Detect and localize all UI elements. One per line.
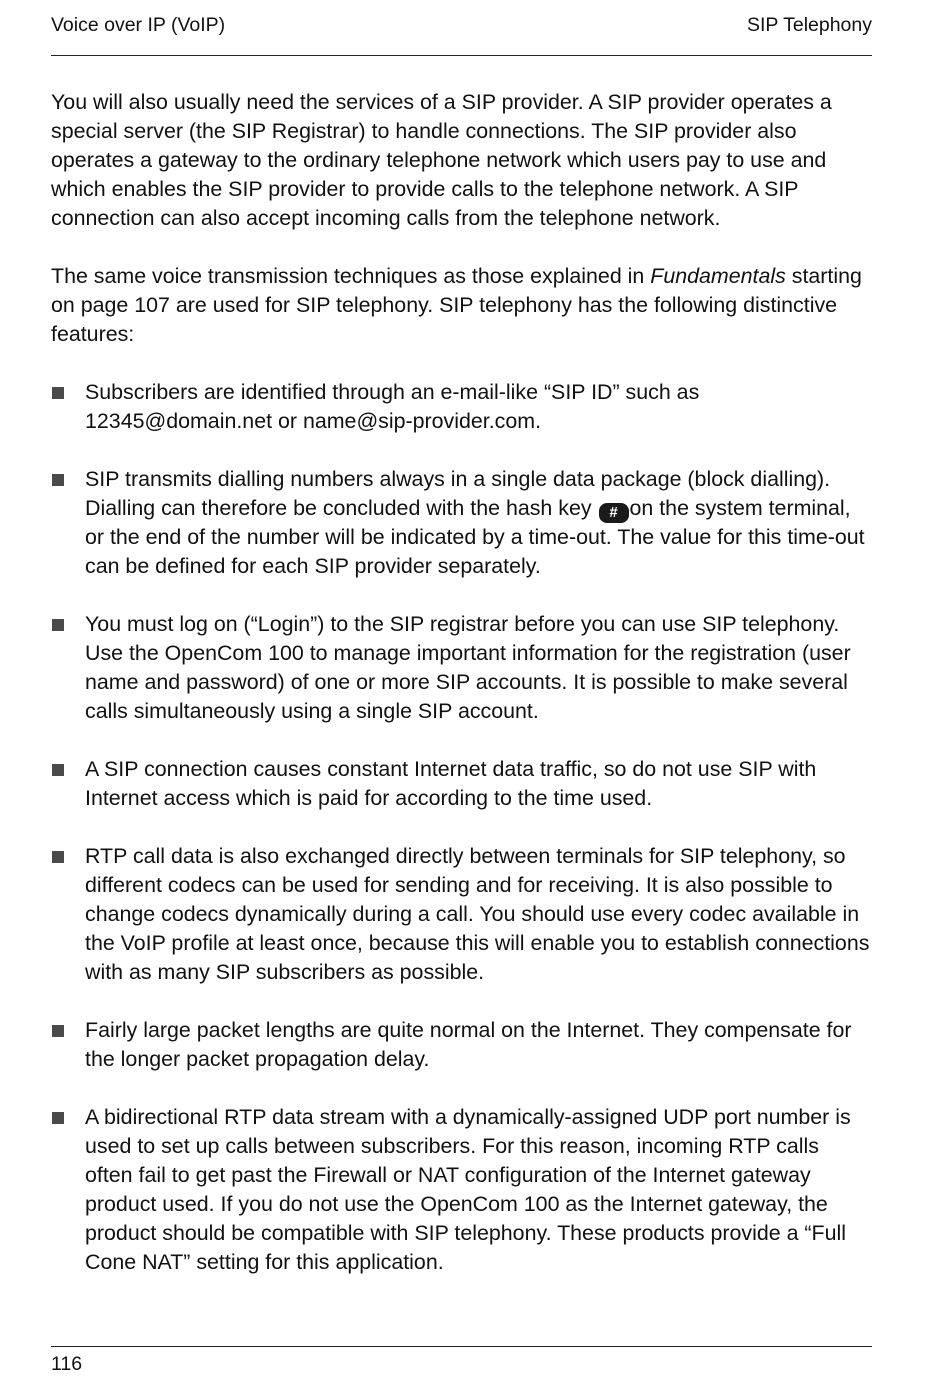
list-item-text: Subscribers are identified through an e-mail-like “SIP ID” such as 12345@domain.net or name@sip-provider.com.	[85, 380, 700, 433]
hash-key-icon: #	[599, 503, 629, 523]
page-header	[51, 14, 872, 56]
list-item	[51, 755, 872, 813]
page-footer	[51, 1346, 872, 1376]
list-item	[51, 610, 872, 726]
square-bullet-icon	[52, 387, 64, 399]
page-number: 116	[51, 1353, 83, 1375]
list-item-text: A bidirectional RTP data stream with a dynamically-assigned UDP port number is used to set up calls between subscribers. For this reason, incoming RTP calls often fail to get past the Firewall or NAT configuration of the Internet gateway product used. If you do not use the OpenCom 100 as the Internet gateway, the product should be compatible with SIP telephony. These products provide a “Full Cone NAT” setting for this application.	[85, 1105, 851, 1274]
list-item	[51, 1016, 872, 1074]
page-body	[51, 88, 872, 1306]
list-item-text: RTP call data is also exchanged directly between terminals for SIP telephony, so different codecs can be used for sending and for receiving. It is also possible to change codecs dynamically during a call. You should use every codec available in the VoIP profile at least once, because this will enable you to establish connections with as many SIP subscribers as possible.	[85, 844, 870, 984]
list-item	[51, 842, 872, 987]
square-bullet-icon	[52, 1025, 64, 1037]
list-item	[51, 378, 872, 436]
paragraph-text: starting on page 107 are used for SIP telephony. SIP telephony has the following distinctive features:	[51, 264, 862, 346]
list-item-text: on the system terminal, or the end of the number will be indicated by a time-out. The value for this time-out can be defined for each SIP provider separately.	[85, 496, 865, 578]
feature-list	[51, 378, 872, 1277]
square-bullet-icon	[52, 1112, 64, 1124]
fundamentals-reference: Fundamentals	[650, 264, 786, 288]
list-item-text: Fairly large packet lengths are quite normal on the Internet. They compensate for the longer packet propagation delay.	[85, 1018, 852, 1071]
square-bullet-icon	[52, 764, 64, 776]
list-item	[51, 1103, 872, 1277]
list-item-text: A SIP connection causes constant Internet data traffic, so do not use SIP with Internet access which is paid for according to the time used.	[85, 757, 817, 810]
square-bullet-icon	[52, 851, 64, 863]
paragraph-sip-provider: You will also usually need the services of a SIP provider. A SIP provider operates a special server (the SIP Registrar) to handle connections. The SIP provider also operates a gateway to the ordinary telephone network which users pay to use and which enables the SIP provider to provide calls to the telephone network. A SIP connection can also accept incoming calls from the telephone network.	[51, 90, 832, 230]
header-section-title: SIP Telephony	[746, 14, 872, 36]
list-item-text: SIP transmits dialling numbers always in a single data package (block dialling). Dialling can therefore be concluded with the hash key	[85, 467, 831, 520]
square-bullet-icon	[52, 619, 64, 631]
list-item	[51, 465, 872, 581]
header-chapter-title: Voice over IP (VoIP)	[51, 14, 226, 36]
list-item-text: You must log on (“Login”) to the SIP registrar before you can use SIP telephony. Use the OpenCom 100 to manage important information for the registration (user name and password) of one or more SIP accounts. It is possible to make several calls simultaneously using a single SIP account.	[85, 612, 851, 723]
square-bullet-icon	[52, 474, 64, 486]
paragraph-text: The same voice transmission techniques as those explained in	[51, 264, 651, 288]
paragraph-transmission-techniques	[51, 262, 872, 349]
